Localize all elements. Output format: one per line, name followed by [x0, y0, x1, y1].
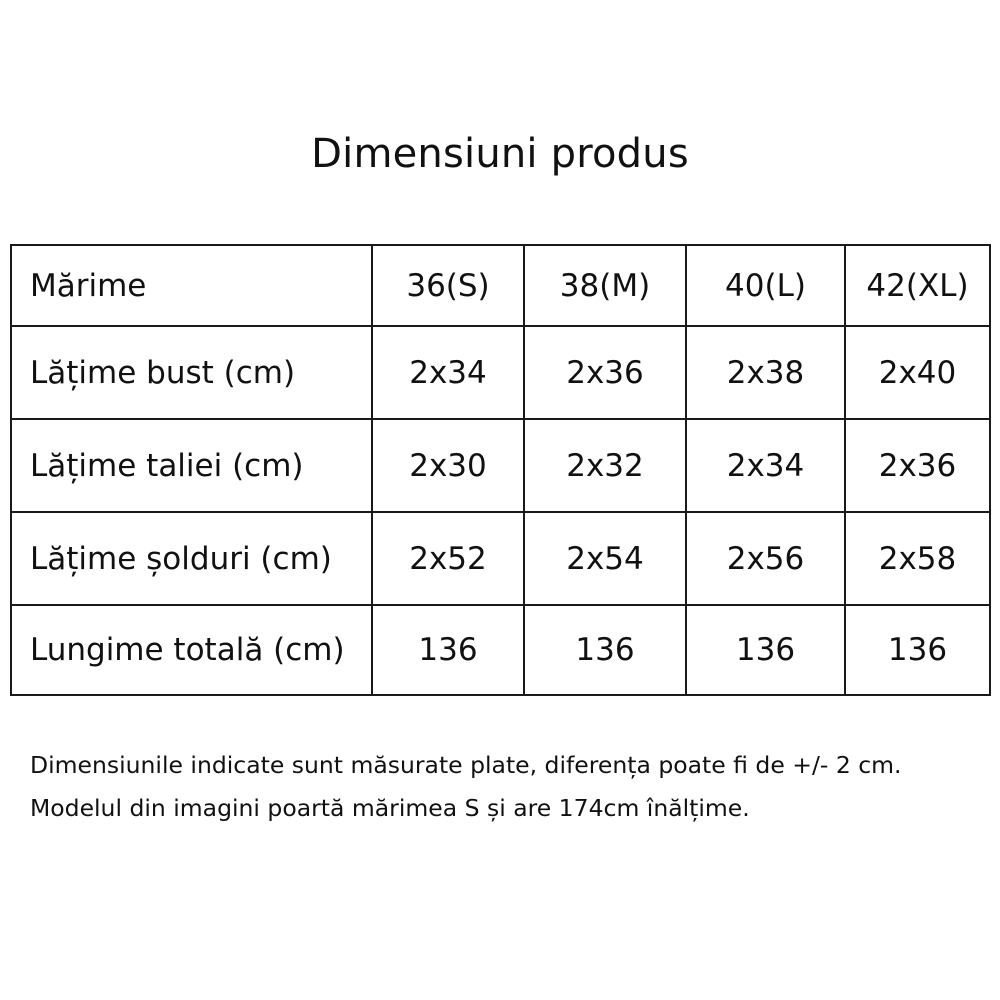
row-label: Lățime bust (cm): [11, 326, 372, 419]
table-cell: 2x56: [686, 512, 845, 605]
size-cell: 36(S): [372, 245, 524, 326]
table-cell: 136: [686, 605, 845, 695]
table-cell: 2x36: [845, 419, 990, 512]
table-cell: 136: [845, 605, 990, 695]
size-cell: 40(L): [686, 245, 845, 326]
table-row-length: [11, 605, 990, 695]
size-chart-table: [10, 244, 991, 696]
table-cell: 2x30: [372, 419, 524, 512]
table-cell: 2x34: [686, 419, 845, 512]
table-cell: 2x32: [524, 419, 686, 512]
row-label: Lungime totală (cm): [11, 605, 372, 695]
table-cell: 2x34: [372, 326, 524, 419]
table-cell: 2x58: [845, 512, 990, 605]
table-row-size: [11, 245, 990, 326]
note-line: Modelul din imagini poartă mărimea S și are 174cm înălțime.: [30, 794, 750, 822]
table-cell: 2x40: [845, 326, 990, 419]
row-label: Mărime: [11, 245, 372, 326]
table-row-hips: [11, 512, 990, 605]
size-cell: 42(XL): [845, 245, 990, 326]
table-cell: 136: [524, 605, 686, 695]
table-cell: 136: [372, 605, 524, 695]
measurement-notes: [30, 744, 990, 830]
note-line: Dimensiunile indicate sunt măsurate plate, diferența poate fi de +/- 2 cm.: [30, 751, 902, 779]
table-cell: 2x38: [686, 326, 845, 419]
row-label: Lățime șolduri (cm): [11, 512, 372, 605]
page-title: Dimensiuni produs: [311, 131, 689, 177]
table-cell: 2x52: [372, 512, 524, 605]
size-cell: 38(M): [524, 245, 686, 326]
row-label: Lățime taliei (cm): [11, 419, 372, 512]
table-row-bust: [11, 326, 990, 419]
table-cell: 2x36: [524, 326, 686, 419]
table-cell: 2x54: [524, 512, 686, 605]
table-row-waist: [11, 419, 990, 512]
